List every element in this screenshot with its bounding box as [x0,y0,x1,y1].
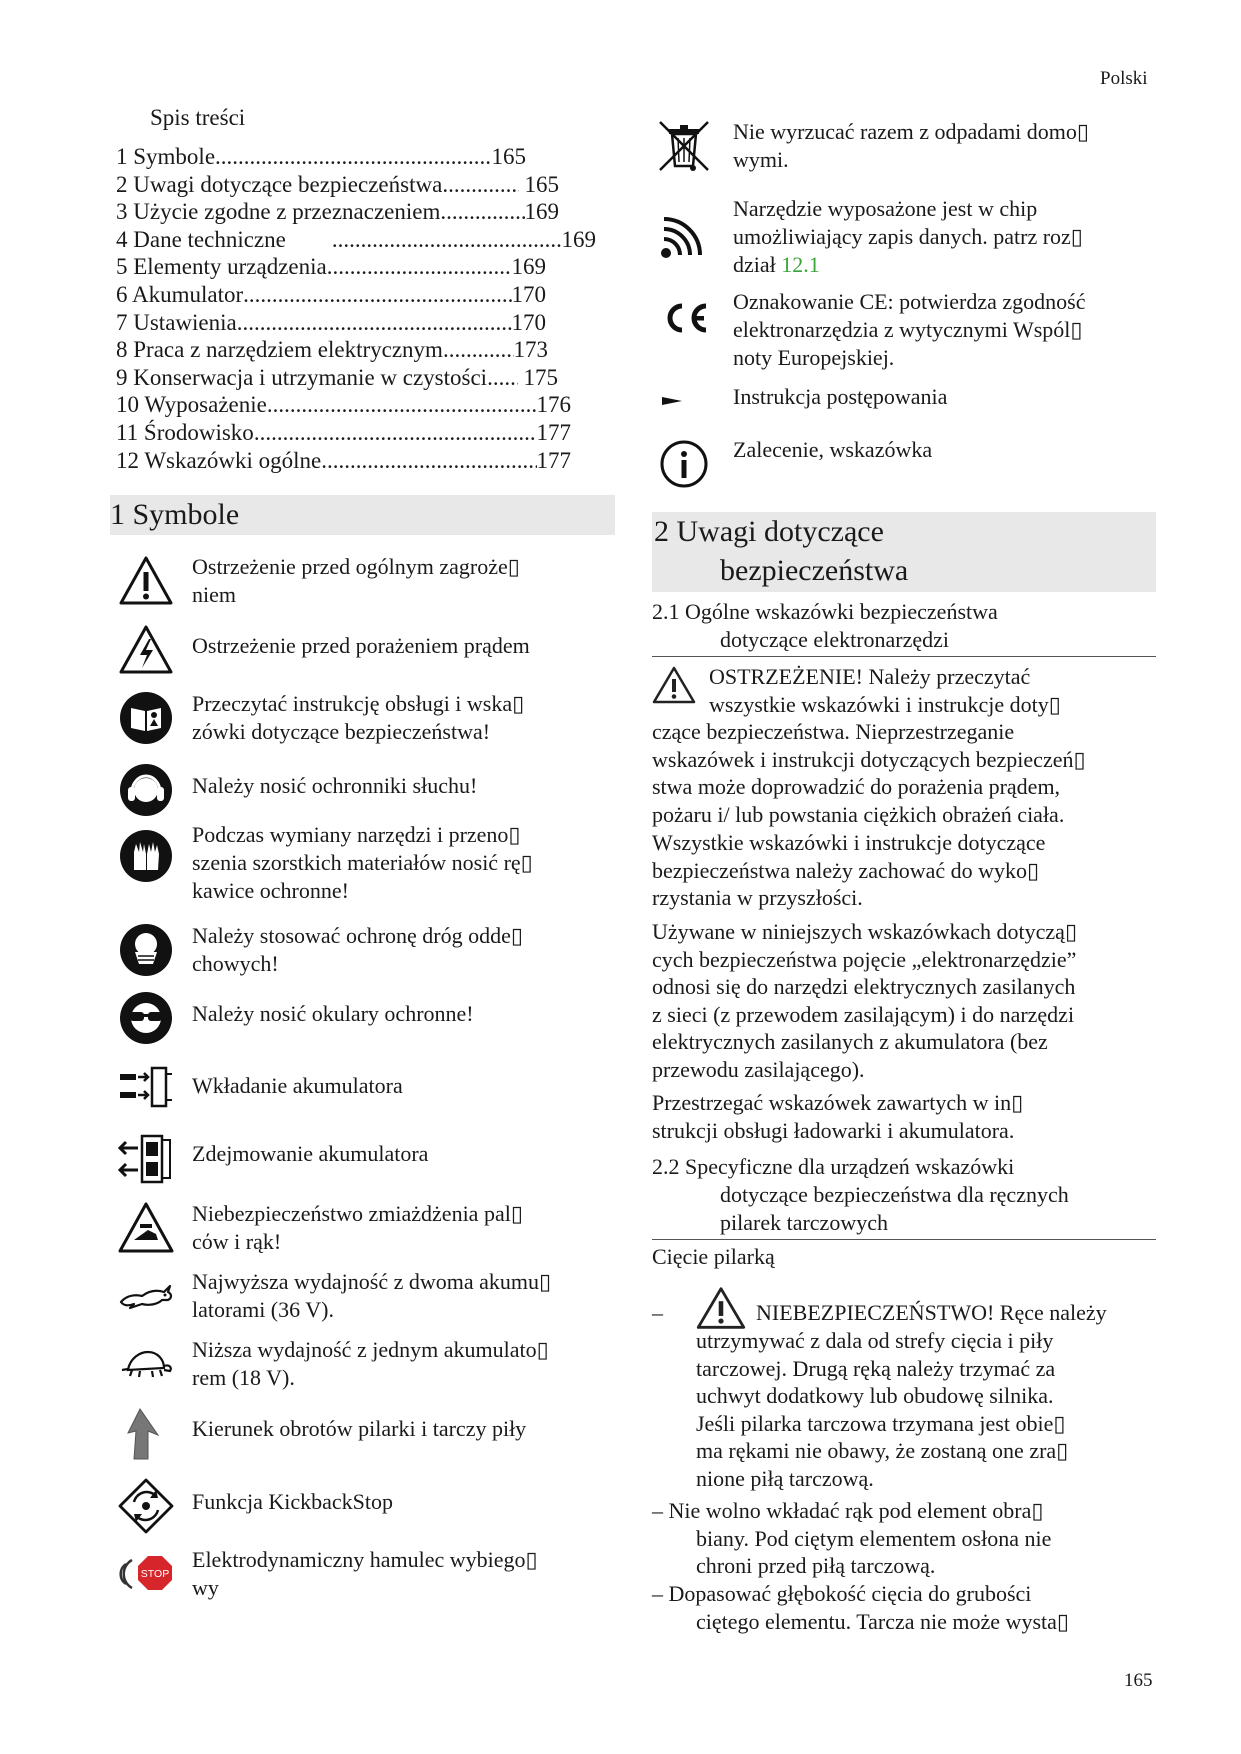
symbol-description: Należy nosić ochronniki słuchu! [192,773,478,798]
symbol-description: Niebezpieczeństwo zmiażdżenia pal▯ cόw i rąk! [192,1201,523,1254]
toc-item-page: 170 [511,309,546,335]
warning-paragraph [652,663,1156,828]
toc-item [116,336,548,364]
toc-leader-dots [442,171,518,199]
symbol-description: Należy stosować ochronę dróg odde▯ chowych! [192,923,523,976]
toc-item-label: 7 Ustawienia [116,309,237,335]
turtle-icon [118,1336,174,1392]
symbol-description: Przeczytać instrukcję obsługi i wska▯ zówki dotyczące bezpieczeństwa! [192,691,525,744]
toc-item-page: 165 [518,171,559,197]
instruction-arrow-icon [656,373,712,429]
subsection-2-2-line1: 2.2 Specyficzne dla urządzeń wskazówki [652,1154,1015,1179]
subsection-2-2 [652,1153,1156,1240]
paragraph-charger: Przestrzegać wskazówek zawartych w in▯ strukcji obsługi ładowarki i akumulatora. [652,1090,1024,1143]
toc-item-label: 10 Wyposażenie [116,392,267,418]
section-heading-safety [652,512,1156,592]
bullet-hands-under [652,1497,1156,1580]
rotation-direction-arrow-icon [118,1405,174,1461]
warning-rest: czące bezpieczeństwa. Nieprzestrzeganie wskazówek i instrukcji dotyczących bezpieczeń▯ stwa może doprowadzić do porażenia prądem, pożaru i/ lub powstania ciężkich obrażeń ciała. [652,719,1086,827]
battery-remove-icon [118,1130,174,1186]
toc-item [116,226,596,254]
subsection-2-1-line1: 2.1 Ogólne wskazówki bezpieczeństwa [652,599,998,624]
symbol-description [733,288,1153,372]
toc-leader-dots [443,336,514,364]
toc-leader-dots [327,253,512,281]
bullet-hands-first: Nie wolno wkładać rąk pod element obra▯ [668,1498,1044,1523]
toc-item-page: 176 [536,392,571,418]
toc-item-page: 169 [524,199,559,225]
symbol-description: Wkładanie akumulatora [192,1073,403,1098]
symbol-description [733,195,1153,279]
ce-mark-icon [656,290,712,346]
toc-item [116,309,546,337]
symbol-description: Podczas wymiany narzędzi i przeno▯ szenia szorstkich materiałów nosić rę▯ kawice ochronne! [192,822,533,903]
cutting-title: Cięcie pilarką [652,1244,775,1269]
symbol-description [733,383,1153,411]
toc-leader-dots [267,391,537,419]
danger-bullet [652,1285,1156,1493]
respirator-icon [118,922,174,978]
toc-item [116,253,546,281]
gloves-icon [118,828,174,884]
symbol-description-text: Zalecenie, wskazówka [733,437,933,462]
toc-item-page: 170 [511,281,546,307]
symbol-description [733,436,1153,464]
toc-item [116,171,559,199]
toc-item-page: 173 [513,337,548,363]
bullet-dash: – [652,1300,663,1325]
toc-item-page: 165 [491,144,526,169]
subsection-2-2-line3: pilarek tarczowych [720,1210,888,1235]
toc-item [116,391,571,419]
subsection-2-1-line2: dotyczące elektronarzędzi [720,627,950,652]
bullet-dash: – [652,1498,663,1523]
page-language: Polski [1100,68,1148,89]
symbol-description: Elektrodynamiczny hamulec wybiego▯ wy [192,1547,538,1600]
crossed-bin-icon [656,118,712,174]
symbol-description [733,118,1153,174]
symbol-description: Kierunek obrotów pilarki i tarczy piły [192,1416,527,1441]
toc-item-label: 3 Użycie zgodne z przeznaczeniem [116,199,441,225]
kickbackstop-icon [118,1478,174,1534]
symbol-description-text: Instrukcja postępowania [733,384,948,409]
toc-leader-dots [321,447,536,475]
general-warning-icon [118,553,174,609]
symbol-description: Należy nosić okulary ochronne! [192,1001,474,1026]
brake-stop-icon [118,1546,174,1602]
toc-leader-dots [332,226,562,254]
rfid-chip-icon [656,209,712,265]
toc-leader-dots [237,309,512,337]
toc-item [116,447,571,475]
toc-item-label: 12 Wskazówki ogólne [116,447,322,473]
bullet-depth-first: Dopasować głębokość cięcia do grubości [668,1581,1032,1606]
subsection-2-2-line2: dotyczące bezpieczeństwa dla ręcznych [720,1182,1069,1207]
ear-protection-icon [118,762,174,818]
paragraph-keep-instructions: Wszystkie wskazówki i instrukcje dotyczące bezpieczeństwa należy zachować do wyko▯ rzystania w przyszłości. [652,830,1046,911]
section-heading-line1: 2 Uwagi dotyczące [654,515,884,548]
stop-label: STOP [140,1568,170,1580]
toc-item-label: 9 Konserwacja i utrzymanie w czystości [116,364,488,390]
toc-leader-dots [243,281,511,309]
symbol-description-text: Oznakowanie CE: potwierdza zgodność elektronarzędzia z wytycznymi Wspól▯ noty Europejskiej. [733,289,1086,370]
toc-item [116,364,558,392]
toc-leader-dots [440,198,524,226]
hare-icon [118,1268,174,1324]
toc-item-page: 175 [517,364,558,390]
toc-item-label: 1 Symbole [116,144,216,169]
danger-label: NIEBEZPIECZEŃSTWO! Ręce należy [756,1300,1107,1325]
toc-leader-dots [487,364,518,392]
symbol-description: Zdejmowanie akumulatora [192,1141,429,1166]
danger-rest: utrzymywać z dala od strefy cięcia i piły tarczowej. Drugą ręką należy trzymać za uchwyt dodatkowy lub obudowę silnika. Jeśli pilarka tarczowa trzymana jest obie▯ ma rękami nie obawy, że zostaną one zra▯ nione piłą tarczową. [696,1328,1069,1491]
safety-glasses-icon [118,990,174,1046]
subsection-2-1 [652,598,1156,657]
symbol-description-text: Narzędzie wyposażone jest w chip umożliwiający zapis danych. patrz roz▯ dział [733,196,1083,277]
toc-item-label: 5 Elementy urządzenia [116,254,327,280]
bullet-depth-rest: ciętego elementu. Tarcza nie może wysta▯ [696,1608,1069,1634]
symbol-description-text: Nie wyrzucać razem z odpadami domo▯ wymi. [733,119,1090,172]
electric-shock-warning-icon [118,622,174,678]
battery-insert-icon [118,1062,174,1118]
toc-item-page: 177 [536,447,571,473]
symbol-description: Funkcja KickbackStop [192,1489,394,1514]
toc-item-label: 8 Praca z narzędziem elektrycznym [116,337,443,363]
toc-item [116,143,526,171]
paragraph-definition: Używane w niniejszych wskazówkach dotyczą▯ cych bezpieczeństwa pojęcie „elektronarzędzie” odnosi się do narzędzi elektrycznych zasilanych z sieci (z przewodem zasilającym) i do narzędzi elektrycznych zasilanych z akumulatora (bez przewodu zasilającego). [652,919,1078,1082]
section-heading-line2: bezpieczeństwa [720,554,909,587]
toc-item [116,419,571,447]
toc-item-page: 169 [561,226,596,252]
info-icon [656,436,712,492]
bullet-hands-rest: biany. Pod ciętym elementem osłona nie chroni przed piłą tarczową. [696,1525,1052,1579]
toc-title: Spis treści [150,105,246,130]
symbol-description: Ostrzeżenie przed porażeniem prądem [192,633,530,658]
bullet-dash: – [652,1581,663,1606]
symbol-description: Najwyższa wydajność z dwoma akumu▯ latorami (36 V). [192,1269,552,1322]
symbol-description: Ostrzeżenie przed ogólnym zagroże▯ niem [192,554,520,607]
toc-item-page: 169 [511,254,546,280]
toc-item [116,281,546,309]
warning-icon [696,1285,746,1331]
toc-item-label: 11 Środowisko [116,419,254,445]
toc-item [116,198,559,226]
toc-leader-dots [254,419,537,447]
crush-hazard-icon [118,1200,174,1256]
warning-icon [652,665,696,705]
toc-item-page: 177 [536,419,571,445]
table-of-contents [116,143,596,474]
symbol-description: Niższa wydajność z jednym akumulato▯ rem (18 V). [192,1337,549,1390]
chapter-reference-link[interactable]: 12.1 [781,252,820,277]
bullet-cut-depth [652,1580,1156,1635]
toc-leader-dots [215,143,491,171]
page-number: 165 [1124,1670,1153,1691]
warning-label: OSTRZEŻENIE! Należy przeczytać [709,664,1031,689]
toc-item-label: 6 Akumulator [116,281,244,307]
section-heading-symbols: 1 Symbole [110,495,615,535]
read-manual-icon [118,690,174,746]
toc-item-label: 4 Dane techniczne [116,226,332,252]
toc-item-label: 2 Uwagi dotyczące bezpieczeństwa [116,171,443,197]
warning-line2: wszystkie wskazówki i instrukcje doty▯ [709,691,1061,717]
